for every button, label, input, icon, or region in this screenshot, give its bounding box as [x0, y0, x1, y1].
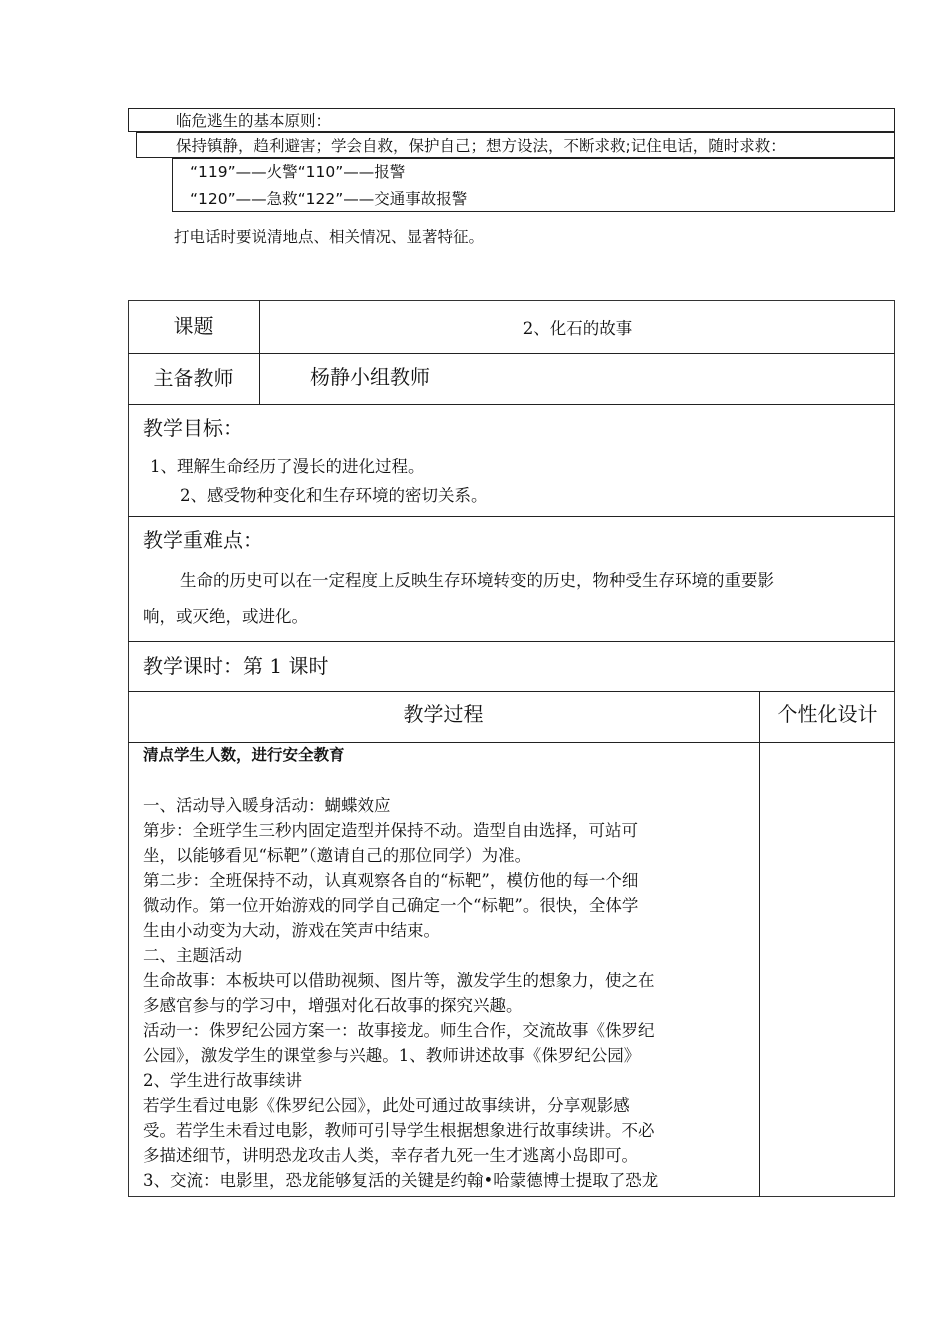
goal-2: 2、感受物种变化和生存环境的密切关系。 [180, 486, 488, 505]
safety-principles-title: 临危逃生的基本原则： [176, 112, 332, 130]
key-points-line1: 生命的历史可以在一定程度上反映生存环境转变的历史，物种受生存环境的重要影 [180, 571, 774, 590]
process-line: 生由小动变为大动，游戏在笑声中结束。 [143, 921, 440, 940]
process-line: 3、交流：电影里，恐龙能够复活的关键是约翰•哈蒙德博士提取了恐龙 [143, 1171, 659, 1190]
key-points-title: 教学重难点： [143, 528, 263, 552]
process-line: 生命故事：本板块可以借助视频、图片等，激发学生的想象力，使之在 [143, 971, 655, 990]
process-line: 活动一：侏罗纪公园方案一：故事接龙。师生合作，交流故事《侏罗纪 [143, 1021, 655, 1040]
process-line: 一、活动导入暖身活动：蝴蝶效应 [143, 796, 391, 815]
row-divider [128, 404, 895, 405]
process-line: 坐，以能够看见“标靶”（邀请自己的那位同学）为准。 [143, 846, 532, 865]
class-hours: 教学课时：第 1 课时 [143, 654, 329, 678]
process-line: 公园》，激发学生的课堂参与兴趣。1、教师讲述故事《侏罗纪公园》 [143, 1046, 641, 1065]
key-points-line2: 响，或灭绝，或进化。 [143, 607, 308, 626]
process-line: 清点学生人数，进行安全教育 [143, 746, 345, 764]
process-content [143, 742, 755, 1193]
topic-label: 课题 [173, 314, 214, 338]
process-line: 多描述细节，讲明恐龙攻击人类，幸存者九死一生才逃离小岛即可。 [143, 1146, 638, 1165]
design-column [760, 742, 895, 1197]
goals-title: 教学目标： [143, 416, 243, 440]
process-line: 二、主题活动 [143, 946, 242, 965]
emergency-numbers-line2: “120”——急救“122”——交通事故报警 [190, 190, 468, 208]
process-line: 若学生看过电影《侏罗纪公园》，此处可通过故事续讲，分享观影感 [143, 1096, 630, 1115]
emergency-numbers-line1: “119”——火警“110”——报警 [190, 163, 406, 181]
process-line: 微动作。第一位开始游戏的同学自己确定一个“标靶”。很快，全体学 [143, 896, 639, 915]
row-divider [128, 641, 895, 642]
call-instruction: 打电话时要说清地点、相关情况、显著特征。 [174, 228, 485, 246]
process-line: 第二步：全班保持不动，认真观察各自的“标靶”，模仿他的每一个细 [143, 871, 639, 890]
teacher-label: 主备教师 [153, 366, 234, 390]
process-line [143, 768, 755, 793]
process-line: 受。若学生未看过电影，教师可引导学生根据想象进行故事续讲。不必 [143, 1121, 655, 1140]
goal-1: 1、理解生命经历了漫长的进化过程。 [150, 457, 425, 476]
row-divider [128, 516, 895, 517]
process-line: 多感官参与的学习中，增强对化石故事的探究兴趣。 [143, 996, 523, 1015]
process-line: 2、学生进行故事续讲 [143, 1071, 302, 1090]
teacher-value: 杨静小组教师 [310, 365, 430, 389]
topic-value: 2、化石的故事 [522, 319, 633, 338]
process-header: 教学过程 [403, 702, 484, 726]
safety-principles-text: 保持镇静，趋利避害；学会自救，保护自己；想方设法，不断求救;记住电话，随时求救： [176, 137, 786, 155]
process-line: 第步：全班学生三秒内固定造型并保持不动。造型自由选择，可站可 [143, 821, 638, 840]
design-header: 个性化设计 [777, 702, 878, 726]
